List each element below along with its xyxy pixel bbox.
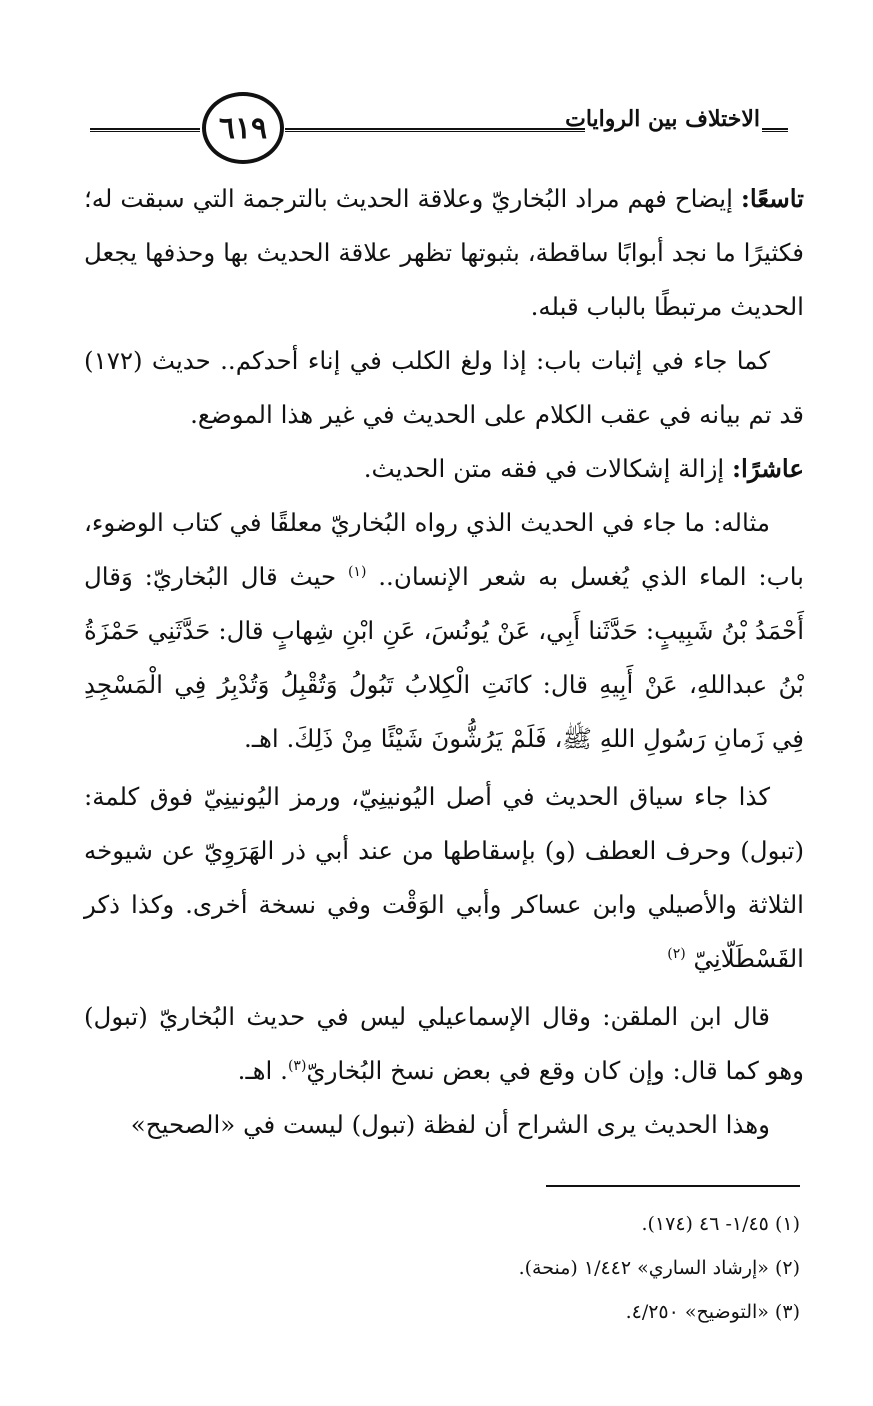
paragraph-ibn-mulaqqin-end: . اهـ. xyxy=(237,1056,288,1085)
paragraph-yunini-text: كذا جاء سياق الحديث في أصل اليُونينِيّ، ورمز اليُونينِيّ فوق كلمة: (تبول) وحرف العطف (و) بإسقاطها من عند أبي ذر الهَرَوِيّ عن شيوخه الثلاثة والأصيلي وابن عساكر وأبي الوَقْت وفي نسخة أخرى. وكذا ذكر القَسْطَلّانِيّ xyxy=(84,782,804,973)
paragraph-tenth-text: إزالة إشكالات في فقه متن الحديث. xyxy=(363,454,733,483)
footnote-2: (٢) «إرشاد الساري» ١/٤٤٢ (منحة). xyxy=(518,1257,800,1279)
footnote-3: (٣) «التوضيح» ٤/٢٥٠. xyxy=(625,1301,800,1323)
section-label-tenth: عاشرًا: xyxy=(732,454,804,483)
hadith-text: وَقال أَحْمَدُ بْنُ شَبِيبٍ: حَدَّثَنا أَبِي، عَنْ يُونُسَ، عَنِ ابْنِ شِهابٍ قال: حَدَّثَنِي حَمْزَةُ بْنُ عبداللهِ، عَنْ أَبِيهِ قال: كانَتِ الْكِلابُ تَبُولُ وَتُقْبِلُ وَتُدْبِرُ فِي الْمَسْجِدِ فِي زَمانِ رَسُولِ اللهِ ﷺ، فَلَمْ يَرُشُّونَ شَيْئًا مِنْ ذَلِكَ. اهـ. xyxy=(84,562,804,753)
header-rule-middle xyxy=(285,128,585,132)
paragraph-example-hadith xyxy=(84,496,804,766)
paragraph-ninth xyxy=(84,172,804,334)
paragraph-example-intro: مثاله: ما جاء في الحديث الذي رواه البُخاريّ معلقًا في كتاب الوضوء، باب: الماء الذي يُغسل به شعر الإنسان.. xyxy=(84,508,804,591)
paragraph-shurrah: وهذا الحديث يرى الشراح أن لفظة (تبول) ليست في «الصحيح» xyxy=(130,1110,770,1139)
footnote-ref-2[interactable]: (٢) xyxy=(667,945,686,962)
header-rule-left xyxy=(90,128,200,132)
page-number: ٦١٩ xyxy=(218,110,268,146)
running-title: الاختلاف بين الروايات xyxy=(565,106,760,132)
paragraph-example-bab: كما جاء في إثبات باب: إذا ولغ الكلب في إناء أحدكم.. حديث (١٧٢) قد تم بيانه في عقب الكلام على الحديث في غير هذا الموضع. xyxy=(84,346,804,429)
paragraph-ibn-mulaqqin-text: قال ابن الملقن: وقال الإسماعيلي ليس في حديث البُخاريّ (تبول) وهو كما قال: وإن كان وقع في بعض نسخ البُخاريّ xyxy=(84,1002,804,1085)
section-label-ninth: تاسعًا: xyxy=(740,184,804,213)
footnote-ref-3[interactable]: (٣) xyxy=(287,1057,307,1074)
paragraph-ninth-text: إيضاح فهم مراد البُخاريّ وعلاقة الحديث بالترجمة التي سبقت له؛ فكثيرًا ما نجد أبوابًا ساقطة، بثبوتها تظهر علاقة الحديث بها وحذفها يجعل الحديث مرتبطًا بالباب قبله. xyxy=(84,184,804,321)
footnotes xyxy=(84,1202,800,1334)
footnote-ref-1[interactable]: (١) xyxy=(347,563,367,580)
paragraph-example-intro-end: حيث قال البُخاريّ: xyxy=(144,562,348,591)
footnote-1: (١) ١/٤٥- ٤٦ (١٧٤). xyxy=(641,1213,800,1235)
body-text xyxy=(84,172,804,1152)
paragraph-tenth xyxy=(84,442,804,496)
page-number-badge xyxy=(202,92,284,164)
header-rule-right xyxy=(762,128,788,132)
paragraph-ibn-mulaqqin xyxy=(84,990,804,1098)
page-header xyxy=(80,92,800,182)
footnote-separator xyxy=(546,1185,800,1187)
paragraph-yunini xyxy=(84,770,804,986)
